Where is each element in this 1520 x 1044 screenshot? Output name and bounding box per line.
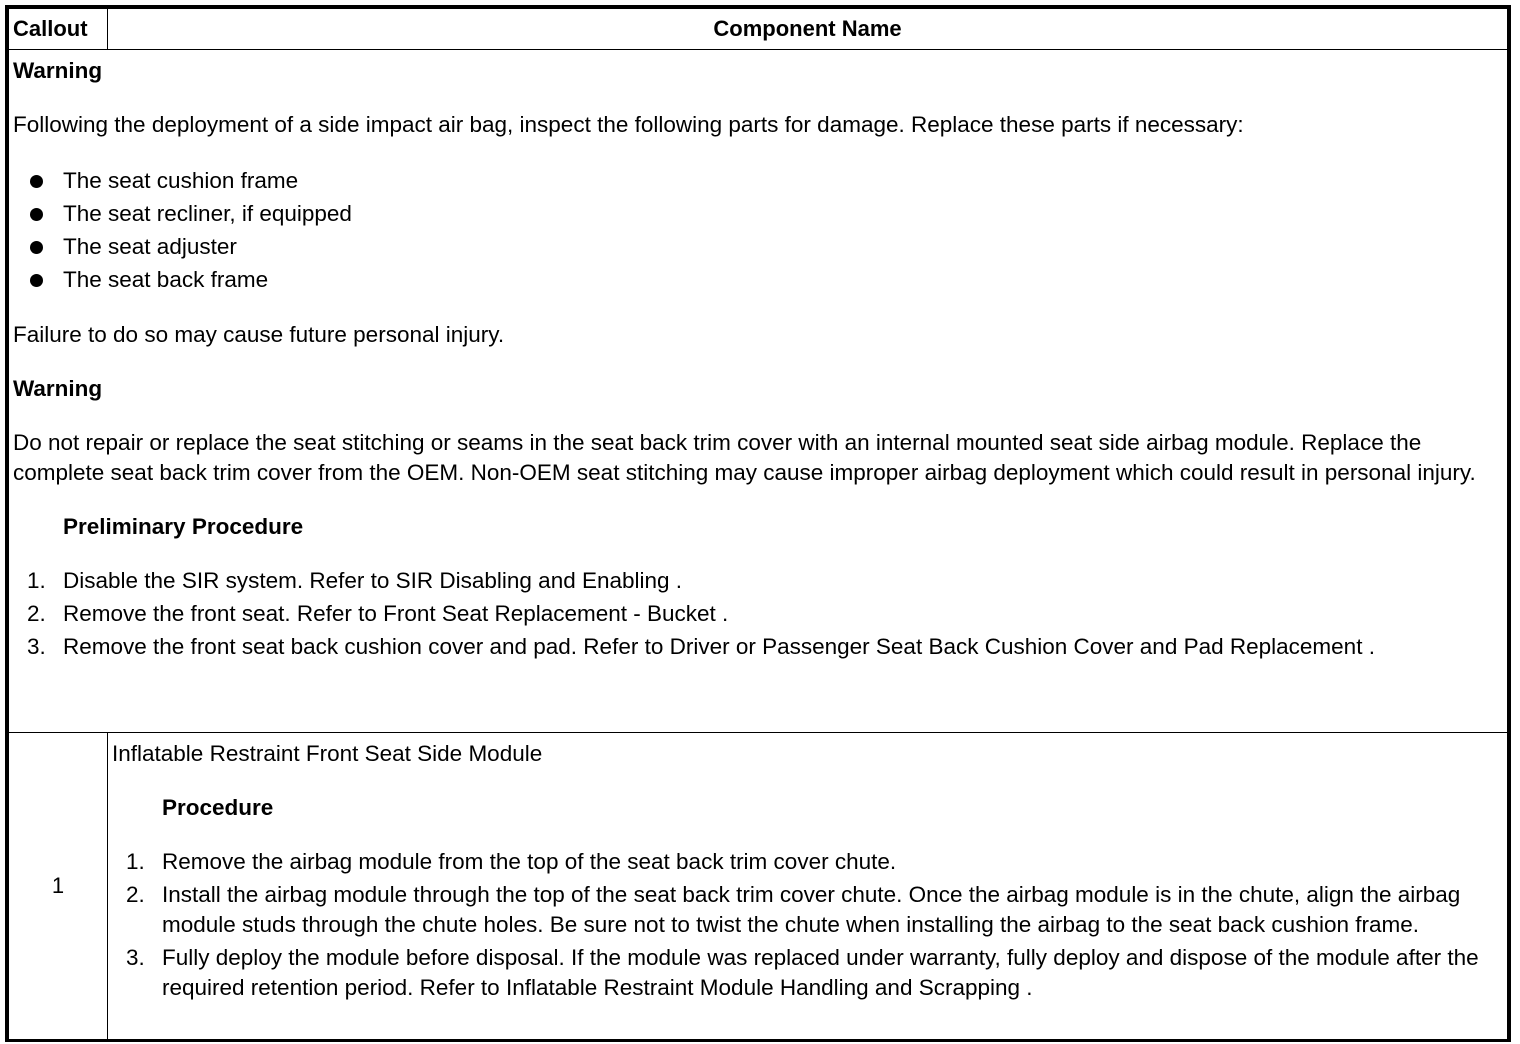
header-row <box>9 9 1508 50</box>
warning-text-2: Do not repair or replace the seat stitching or seams in the seat back trim cover with an internal mounted seat side airbag module. Replace the complete seat back trim cover from the OEM. Non-OEM seat stitching may cause improper airbag deployment which could result in personal injury. <box>13 430 1476 485</box>
component-table <box>8 8 1508 1040</box>
list-item-text: The seat recliner, if equipped <box>63 201 352 226</box>
list-item-text: The seat adjuster <box>63 234 237 259</box>
procedure-steps <box>112 847 1503 1003</box>
list-item-text: The seat cushion frame <box>63 168 299 193</box>
bullet-icon <box>30 274 43 287</box>
preliminary-steps <box>13 566 1503 662</box>
callout-number: 1 <box>9 733 108 1040</box>
preliminary-row <box>9 50 1508 733</box>
list-item <box>13 230 1503 263</box>
step-item: 1. Disable the SIR system. Refer to SIR Disabling and Enabling . <box>27 568 683 593</box>
component-name-header: Component Name <box>108 9 1508 50</box>
step-item: 3. Fully deploy the module before disposal. If the module was replaced under warranty, fully deploy and dispose of the module after the required retention period. Refer to Inflatable Restraint Module Handling and Scrapping . <box>126 945 1479 1000</box>
warning-title-2: Warning <box>13 376 103 401</box>
bullet-icon <box>30 175 43 188</box>
preliminary-procedure-title: Preliminary Procedure <box>63 514 304 539</box>
list-item <box>13 164 1503 197</box>
component-cell <box>108 733 1508 1040</box>
warning-title: Warning <box>13 58 103 83</box>
procedure-title: Procedure <box>162 795 274 820</box>
step-text: Install the airbag module through the top of the seat back trim cover chute. Once the airbag module is in the chute, align the airbag module studs through the chute holes. Be sure not to twist the chute when installing the airbag to the seat back cushion frame. <box>162 882 1461 937</box>
bullet-icon <box>30 241 43 254</box>
step-item: 2. Install the airbag module through the top of the seat back trim cover chute. Once the airbag module is in the chute, align the airbag module studs through the chute holes. Be sure not to twist the chute when installing the airbag to the seat back cushion frame. <box>126 882 1461 937</box>
list-item-text: The seat back frame <box>63 267 269 292</box>
step-text: Fully deploy the module before disposal. If the module was replaced under warranty, fully deploy and dispose of the module after the required retention period. Refer to Inflatable Restraint Module Handling and Scrapping . <box>162 945 1479 1000</box>
step-item: 3. Remove the front seat back cushion cover and pad. Refer to Driver or Passenger Seat Back Cushion Cover and Pad Replacement . <box>27 634 1375 659</box>
bullet-icon <box>30 208 43 221</box>
inspection-list <box>13 164 1503 296</box>
warning-outro: Failure to do so may cause future personal injury. <box>13 322 505 347</box>
step-item: 1. Remove the airbag module from the top of the seat back trim cover chute. <box>126 849 897 874</box>
preliminary-cell <box>9 50 1508 733</box>
step-item: 2. Remove the front seat. Refer to Front Seat Replacement - Bucket . <box>27 601 729 626</box>
component-table-frame <box>5 5 1511 1042</box>
step-text: Remove the front seat. Refer to Front Seat Replacement - Bucket . <box>63 601 729 626</box>
step-text: Remove the front seat back cushion cover and pad. Refer to Driver or Passenger Seat Back Cushion Cover and Pad Replacement . <box>63 634 1375 659</box>
list-item <box>13 263 1503 296</box>
warning-intro: Following the deployment of a side impact air bag, inspect the following parts for damage. Replace these parts if necessary: <box>13 112 1244 137</box>
step-text: Disable the SIR system. Refer to SIR Disabling and Enabling . <box>63 568 683 593</box>
component-name: Inflatable Restraint Front Seat Side Module <box>112 741 543 766</box>
callout-header: Callout <box>9 9 108 50</box>
component-row <box>9 733 1508 1040</box>
list-item <box>13 197 1503 230</box>
step-text: Remove the airbag module from the top of the seat back trim cover chute. <box>162 849 897 874</box>
